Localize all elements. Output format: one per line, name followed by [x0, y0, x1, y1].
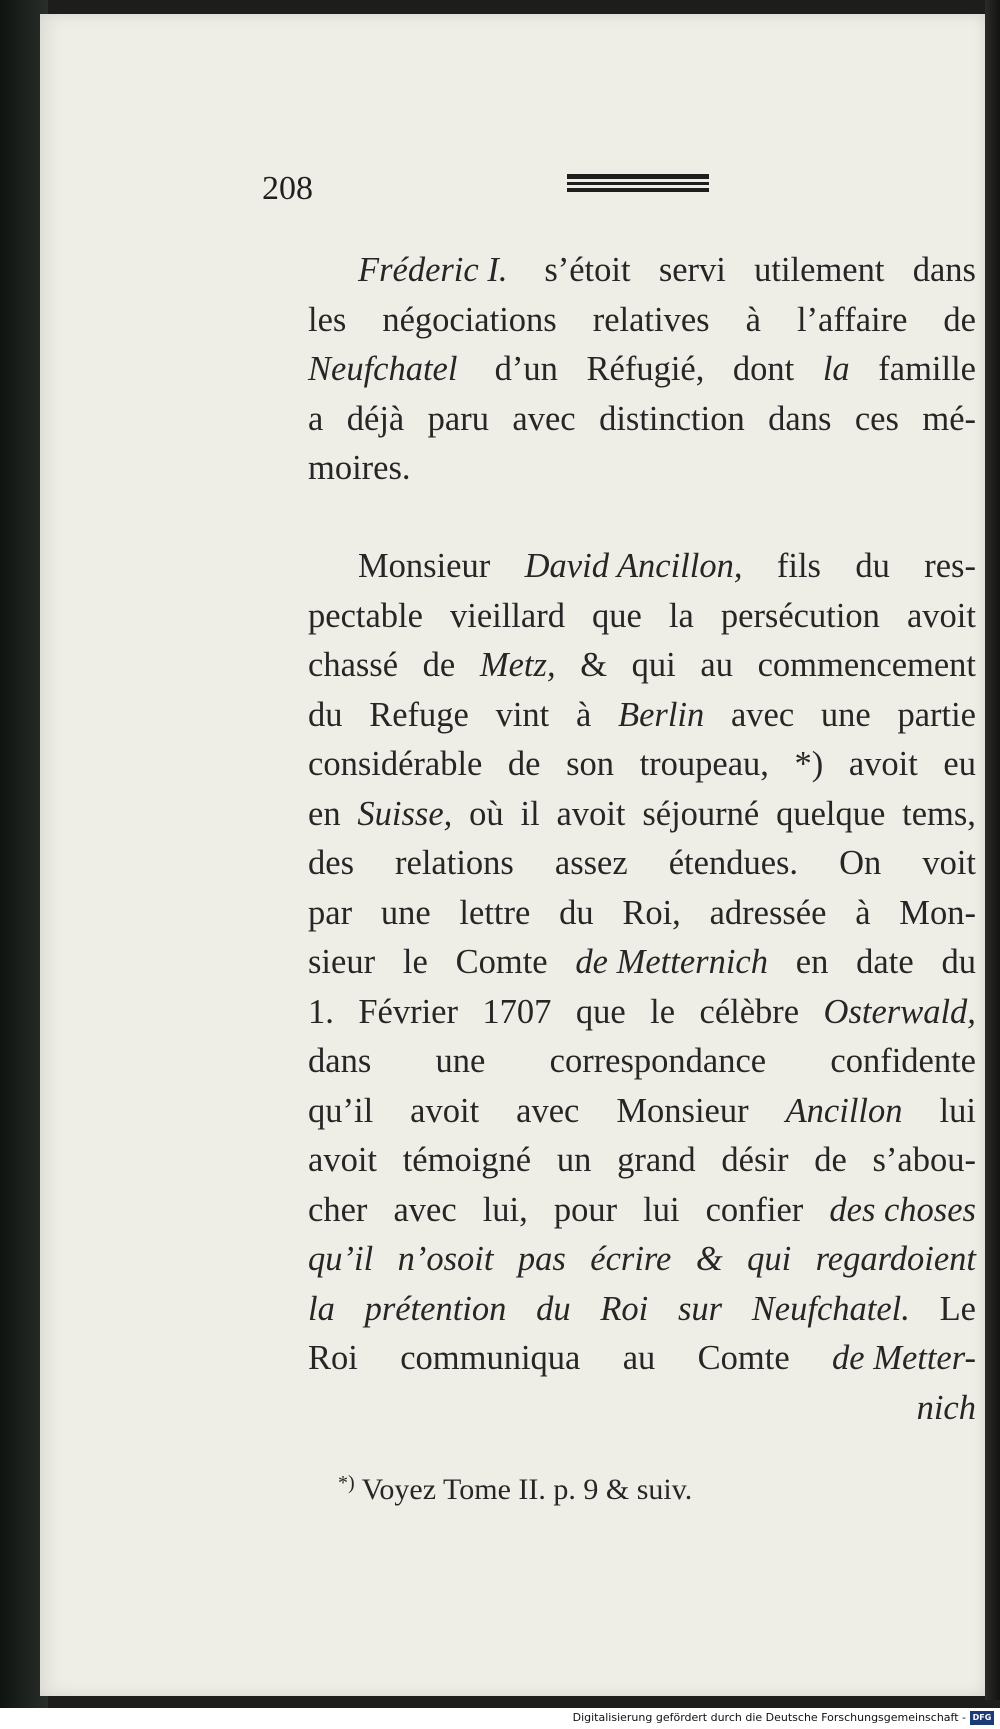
- word: tems,: [902, 794, 976, 833]
- word: ces: [854, 399, 899, 438]
- word: pectable: [308, 596, 423, 635]
- word: avoit: [410, 1091, 480, 1130]
- word: mé-: [922, 399, 976, 438]
- book-page: [40, 14, 985, 1696]
- digitization-credit-bar: [0, 1708, 1000, 1729]
- word: Osterwald,: [823, 992, 976, 1031]
- word: On: [839, 844, 882, 882]
- word: les: [308, 300, 347, 339]
- word: qu’il: [308, 1091, 374, 1130]
- word: lui: [939, 1091, 976, 1130]
- word: de: [943, 300, 976, 339]
- word: lui,: [482, 1190, 528, 1229]
- word: Monsieur: [616, 1091, 749, 1130]
- word: sieur: [308, 943, 376, 981]
- word: qui: [747, 1240, 792, 1278]
- paragraph-2: [308, 542, 976, 1433]
- word: Neufchatel.: [751, 1289, 910, 1328]
- text-line: [308, 1384, 976, 1434]
- word: étendues.: [668, 844, 799, 882]
- word: nich: [916, 1388, 976, 1427]
- word: Comte: [697, 1339, 790, 1377]
- word: famille: [878, 350, 976, 388]
- text-line: [308, 1285, 976, 1335]
- word: Fréderic I.: [358, 251, 508, 289]
- word: cher: [308, 1190, 368, 1229]
- word: qui: [631, 646, 676, 684]
- word: adressée: [709, 893, 827, 932]
- word: de: [422, 646, 456, 684]
- word: le: [650, 992, 676, 1031]
- footnote-text: Voyez Tome II. p. 9 & suiv.: [354, 1473, 693, 1506]
- word: lettre: [459, 893, 531, 932]
- word: célèbre: [699, 992, 800, 1031]
- word: dans: [768, 399, 832, 438]
- word: à: [855, 893, 871, 932]
- word: servi: [658, 251, 726, 289]
- word: la: [822, 350, 850, 388]
- word: Refuge: [369, 695, 469, 734]
- word: avec: [516, 1091, 580, 1130]
- word: res-: [924, 547, 976, 585]
- word: eu: [943, 745, 976, 783]
- text-line: [308, 444, 976, 494]
- word: assez: [554, 844, 628, 882]
- word: confidente: [830, 1042, 976, 1080]
- word: Comte: [455, 943, 548, 981]
- word: en: [308, 794, 341, 833]
- word: Metz,: [479, 646, 556, 684]
- word: confier: [705, 1190, 804, 1229]
- word: &: [580, 646, 608, 684]
- word: Roi: [308, 1339, 358, 1377]
- word: une: [380, 893, 431, 932]
- word: des choses: [829, 1190, 976, 1229]
- text-line: [308, 839, 976, 889]
- text-line: [308, 592, 976, 642]
- text-line: [308, 691, 976, 741]
- word: avoit: [308, 1141, 377, 1179]
- word: au: [622, 1339, 656, 1377]
- word: à: [745, 300, 761, 339]
- word: écrire: [590, 1240, 672, 1278]
- text-line: [308, 1136, 976, 1186]
- text-line: [308, 1186, 976, 1236]
- word: qu’il: [308, 1240, 374, 1278]
- word: persécution: [720, 596, 880, 635]
- word: troupeau,: [639, 745, 769, 783]
- word: Mon-: [899, 893, 976, 932]
- word: *): [794, 745, 824, 783]
- word: par: [308, 893, 353, 932]
- word: avec: [512, 399, 576, 438]
- word: pas: [517, 1240, 566, 1278]
- word: du: [855, 547, 890, 585]
- word: le: [402, 943, 428, 981]
- footnote-marker: *): [338, 1472, 355, 1494]
- word: dans: [912, 251, 976, 289]
- word: Ancillon: [785, 1091, 903, 1130]
- word: Réfugié,: [586, 350, 705, 388]
- word: du: [536, 1289, 571, 1328]
- word: Février: [358, 992, 458, 1031]
- header-rule: [567, 182, 709, 185]
- word: déjà: [346, 399, 405, 438]
- word: lui: [643, 1190, 680, 1229]
- word: relations: [395, 844, 514, 882]
- word: d’un: [486, 350, 558, 388]
- word: s’abou-: [872, 1141, 976, 1179]
- word: n’osoit: [397, 1240, 494, 1278]
- text-line: [308, 1037, 976, 1087]
- text-line: [308, 296, 976, 346]
- word: la: [668, 596, 694, 635]
- word: son: [566, 745, 615, 783]
- word: de: [814, 1141, 847, 1179]
- word: Monsieur: [358, 547, 491, 585]
- word: Berlin: [618, 695, 705, 734]
- text-line: [308, 1334, 976, 1384]
- word: avoit: [556, 794, 626, 833]
- word: date: [856, 943, 914, 981]
- word: avec: [730, 695, 795, 734]
- text-line: [308, 938, 976, 988]
- word: Neufchatel: [308, 350, 458, 388]
- word: prétention: [364, 1289, 507, 1328]
- word: du: [941, 943, 976, 981]
- word: Suisse,: [357, 794, 453, 833]
- word: avoit: [906, 596, 976, 635]
- page-number: 208: [262, 170, 313, 207]
- word: voit: [922, 844, 976, 882]
- word: &: [695, 1240, 723, 1278]
- word: la: [308, 1289, 335, 1328]
- word: considérable: [308, 745, 483, 783]
- word: une: [435, 1042, 486, 1080]
- word: partie: [897, 695, 976, 734]
- word: l’affaire: [796, 300, 908, 339]
- text-line: [308, 988, 976, 1038]
- scan-right-edge: [985, 0, 1000, 1700]
- word: un: [556, 1141, 592, 1179]
- word: avec: [393, 1190, 457, 1229]
- word: une: [820, 695, 871, 734]
- paragraph-1: [308, 246, 976, 494]
- text-line: [308, 790, 976, 840]
- word: communiqua: [400, 1339, 581, 1377]
- word: vint: [495, 695, 550, 734]
- dfg-logo: DFG: [970, 1711, 994, 1725]
- text-line: [308, 1235, 976, 1285]
- word: grand: [617, 1141, 696, 1179]
- word: négociations: [382, 300, 557, 339]
- word: commencement: [757, 646, 976, 684]
- word: du: [308, 695, 343, 734]
- word: vieillard: [449, 596, 565, 635]
- word: témoigné: [402, 1141, 532, 1179]
- word: utilement: [754, 251, 885, 289]
- word: avoit: [848, 745, 918, 783]
- word: chassé: [308, 646, 399, 684]
- text-line: [308, 246, 976, 296]
- word: 1707: [482, 992, 552, 1031]
- word: dans: [308, 1042, 372, 1080]
- word: des: [308, 844, 354, 882]
- text-line: [308, 740, 976, 790]
- word: au: [700, 646, 733, 684]
- word: quelque: [776, 794, 886, 833]
- word: a: [308, 399, 324, 438]
- word: que: [592, 596, 642, 635]
- footnote: [338, 1472, 692, 1507]
- word: Le: [939, 1289, 976, 1328]
- word: correspondance: [549, 1042, 767, 1080]
- word: David Ancillon,: [524, 547, 743, 585]
- word: de: [507, 745, 541, 783]
- word: désir: [721, 1141, 789, 1179]
- word: moires.: [308, 449, 411, 487]
- text-line: [308, 641, 976, 691]
- word: paru: [427, 399, 489, 438]
- text-line: [308, 889, 976, 939]
- word: s’étoit: [535, 251, 631, 289]
- text-line: [308, 395, 976, 445]
- word: où: [469, 794, 504, 833]
- word: à: [575, 695, 592, 734]
- word: sur: [677, 1289, 723, 1328]
- word: Roi,: [622, 893, 681, 932]
- credit-text: Digitalisierung gefördert durch die Deutsche Forschungsgemeinschaft -: [572, 1711, 966, 1724]
- word: de Metter-: [832, 1339, 976, 1377]
- word: relatives: [592, 300, 710, 339]
- word: de Metternich: [575, 943, 768, 981]
- header-rule: [567, 188, 709, 192]
- word: séjourné: [642, 794, 760, 833]
- word: du: [559, 893, 594, 932]
- word: 1.: [308, 992, 334, 1031]
- word: dont: [732, 350, 795, 388]
- text-line: [308, 1087, 976, 1137]
- word: il: [520, 794, 540, 833]
- word: en: [795, 943, 829, 981]
- word: fils: [776, 547, 821, 585]
- word: Roi: [600, 1289, 649, 1328]
- text-line: [308, 345, 976, 395]
- word: pour: [553, 1190, 618, 1229]
- header-rule: [567, 174, 709, 179]
- text-line: [308, 542, 976, 592]
- word: distinction: [599, 399, 745, 438]
- word: que: [575, 992, 626, 1031]
- word: regardoient: [815, 1240, 976, 1278]
